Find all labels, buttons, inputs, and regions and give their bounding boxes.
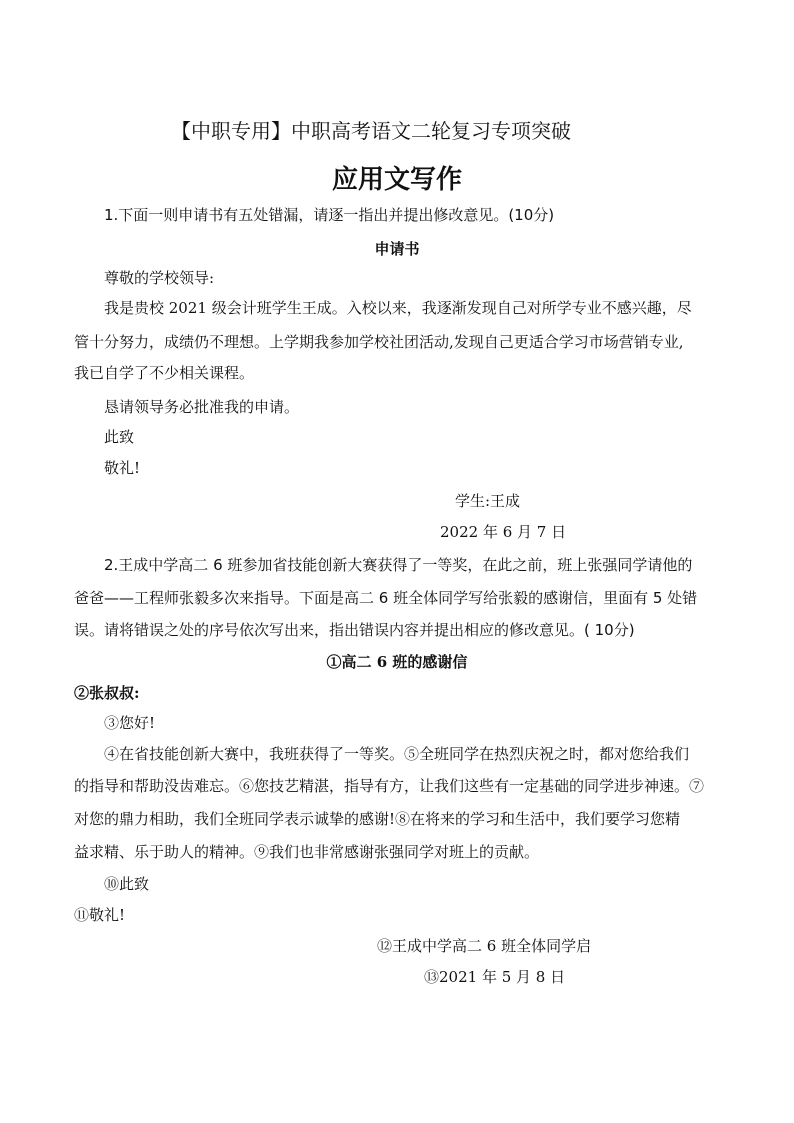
question-1-prompt: 1.下面一则申请书有五处错漏，请逐一指出并提出修改意见。(10分) (104, 206, 555, 224)
q2-body-line: 益求精、乐于助人的精神。⑨我们也非常感谢张强同学对班上的贡献。 (74, 843, 540, 861)
q2-body-line: 的指导和帮助没齿难忘。⑥您技艺精湛，指导有方，让我们这些有一定基础的同学进步神速。⑦ (74, 777, 705, 795)
q1-body-line: 我已自学了不少相关课程。 (74, 364, 255, 382)
document-header: 【中职专用】中职高考语文二轮复习专项突破 (171, 119, 571, 143)
question-2-prompt: 误。请将错误之处的序号依次写出来，指出错误内容并提出相应的修改意见。( 10分) (74, 621, 635, 639)
q1-body-line: 我是贵校 2021 级会计班学生王成。入校以来，我逐渐发现自己对所学专业不感兴趣，尽 (104, 299, 692, 317)
q2-signature: ⑫王成中学高二 6 班全体同学启 (377, 937, 592, 955)
q2-closing-salute: ⑪敬礼! (74, 906, 126, 924)
question-2-prompt: 爸爸——工程师张毅多次来指导。下面是高二 6 班全体同学写给张毅的感谢信，里面有 5 处错 (74, 589, 698, 607)
q1-letter-title: 申请书 (374, 240, 420, 258)
q1-date: 2022 年 6 月 7 日 (440, 523, 567, 541)
q2-salutation: ②张叔叔: (74, 684, 140, 702)
q1-closing-salute: 敬礼! (104, 459, 141, 477)
question-2-prompt: 2.王成中学高二 6 班参加省技能创新大赛获得了一等奖，在此之前，班上张强同学请他的 (104, 556, 693, 574)
q2-body-line: ④在省技能创新大赛中，我班获得了一等奖。⑤全班同学在热烈庆祝之时，都对您给我们 (104, 745, 690, 763)
q1-request: 恳请领导务必批准我的申请。 (104, 398, 300, 416)
q2-date: ⑬2021 年 5 月 8 日 (424, 968, 566, 986)
q2-body-line: 对您的鼎力相助，我们全班同学表示诚挚的感谢!⑧在将来的学习和生活中，我们要学习您精 (74, 810, 681, 828)
q2-greeting: ③您好! (104, 714, 156, 732)
q1-closing: 此致 (104, 428, 135, 446)
page-title: 应用文写作 (331, 165, 462, 195)
q1-body-line: 管十分努力，成绩仍不理想。上学期我参加学校社团活动,发现自己更适合学习市场营销专业, (74, 333, 684, 351)
q2-closing: ⑩此致 (104, 875, 150, 893)
q1-signature: 学生:王成 (455, 492, 521, 510)
q1-salutation: 尊敬的学校领导: (104, 269, 215, 287)
q2-letter-title: ①高二 6 班的感谢信 (326, 653, 468, 671)
